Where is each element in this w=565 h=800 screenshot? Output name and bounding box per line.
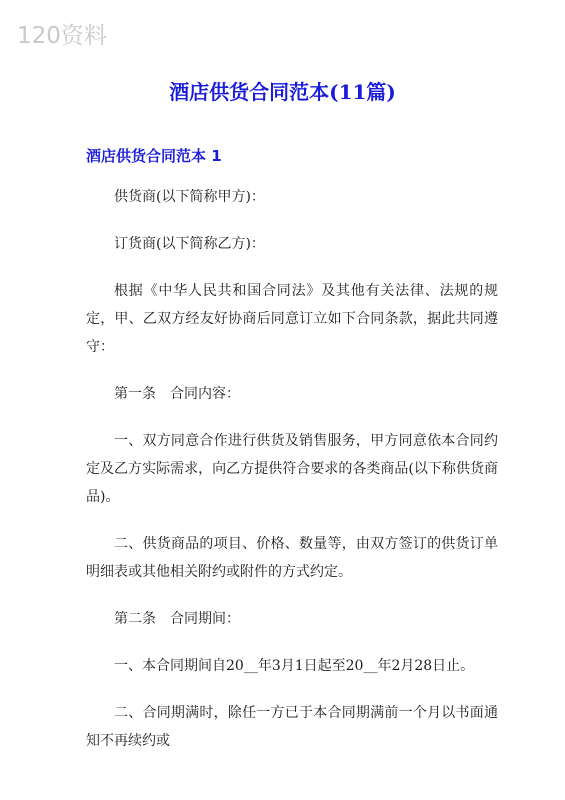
page-title: 酒店供货合同范本(11篇) [169, 80, 396, 104]
watermark: 120资料 [17, 23, 107, 49]
document-body [86, 183, 498, 774]
article-2-clause-2: 二、合同期满时，除任一方已于本合同期满前一个月以书面通知不再续约或 [86, 705, 498, 749]
paragraph-preamble: 根据《中华人民共和国合同法》及其他有关法律、法规的规定，甲、乙双方经友好协商后同意订立如下合同条款，据此共同遵守： [86, 283, 498, 355]
article-2-heading: 第二条 合同期间： [114, 611, 240, 627]
paragraph-buyer: 订货商(以下简称乙方)： [114, 236, 265, 252]
article-1-clause-1: 一、双方同意合作进行供货及销售服务，甲方同意依本合同约定及乙方实际需求，向乙方提供符合要求的各类商品(以下称供货商品)。 [86, 433, 498, 505]
section-heading: 酒店供货合同范本 1 [86, 147, 222, 165]
article-2-clause-1: 一、本合同期间自20__年3月1日起至20__年2月28日止。 [114, 658, 475, 674]
article-1-clause-2: 二、供货商品的项目、价格、数量等，由双方签订的供货订单明细表或其他相关附约或附件的方式约定。 [86, 536, 498, 580]
paragraph-supplier: 供货商(以下简称甲方)： [114, 189, 265, 205]
article-1-heading: 第一条 合同内容： [114, 386, 240, 402]
